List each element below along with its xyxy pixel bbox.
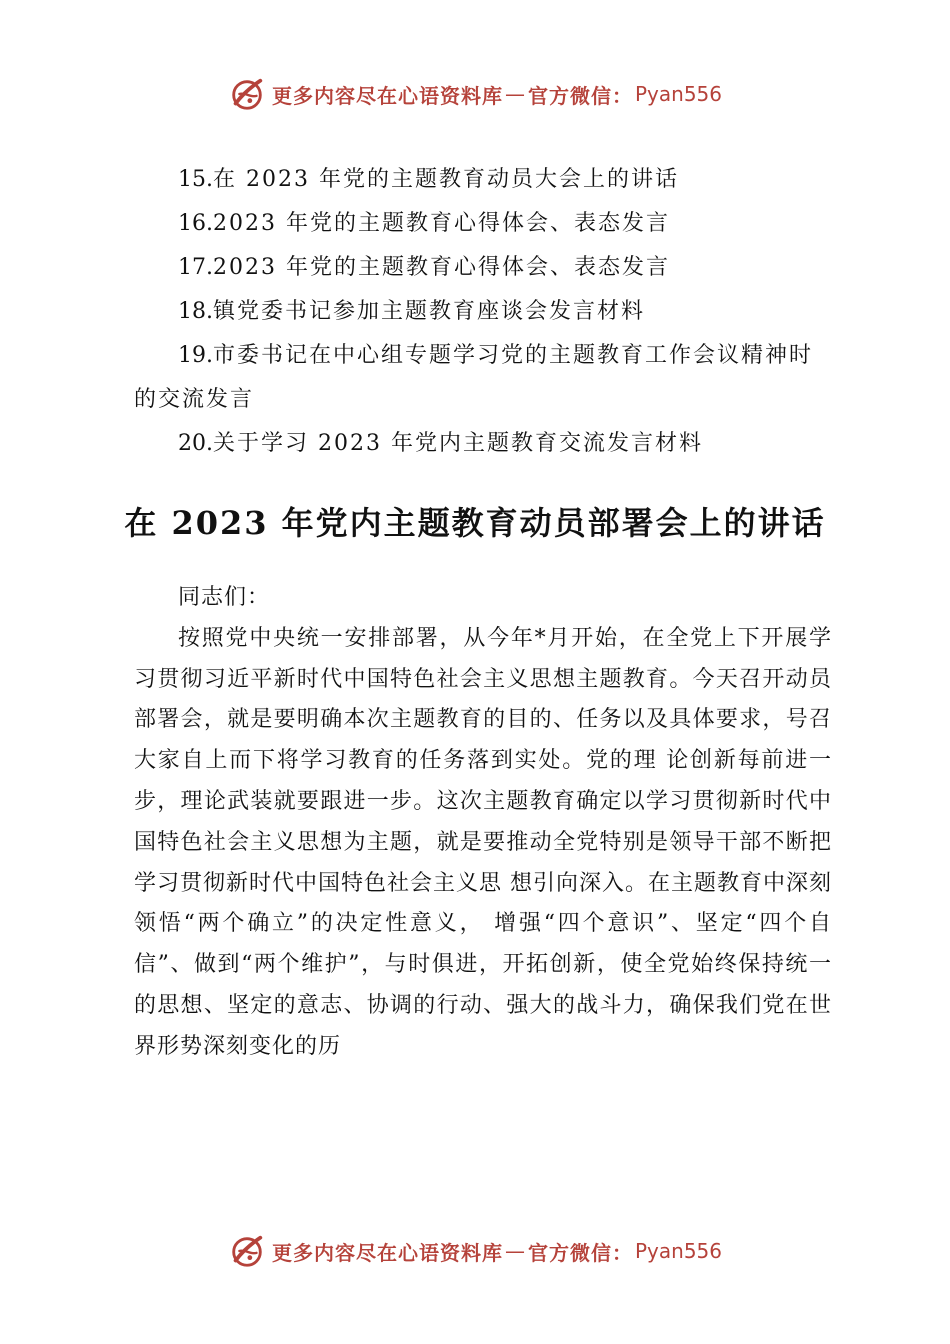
banner-label: 更多内容尽在心语资料库 — [271, 83, 503, 108]
toc-item-text: 镇党委书记参加主题教育座谈会发言材料 — [213, 299, 646, 324]
toc-item — [0, 290, 950, 334]
toc-item — [0, 202, 950, 246]
toc-item-number: 20. — [178, 431, 213, 456]
banner-wechat-label: 官方微信： — [527, 83, 633, 108]
toc-item-text: 市委书记在中心组专题学习党的主题教育工作会议精神时的交流发言 — [134, 343, 814, 412]
toc-item — [0, 422, 950, 466]
toc-item-text: 2023 年党的主题教育心得体会、表态发言 — [213, 255, 670, 280]
toc-item — [0, 158, 950, 202]
brush-logo-icon — [228, 1232, 266, 1270]
banner-wechat-label: 官方微信： — [527, 1240, 633, 1265]
article-body — [134, 578, 832, 1068]
toc-item-number: 15. — [178, 167, 213, 192]
banner-label: 更多内容尽在心语资料库 — [271, 1240, 503, 1265]
toc-item-number: 18. — [178, 299, 213, 324]
banner-separator: — — [504, 82, 526, 106]
toc-item-number: 16. — [178, 211, 213, 236]
toc-item-text: 关于学习 2023 年党内主题教育交流发言材料 — [213, 431, 703, 456]
brush-logo-icon — [228, 75, 266, 113]
banner-separator: — — [504, 1239, 526, 1263]
watermark-banner-bottom — [0, 1228, 950, 1274]
toc-item-text: 2023 年党的主题教育心得体会、表态发言 — [213, 211, 670, 236]
watermark-banner-top — [0, 71, 950, 117]
salutation: 同志们： — [178, 585, 271, 610]
toc-item — [0, 246, 950, 290]
banner-account: Pyan556 — [634, 1239, 722, 1263]
toc-list — [0, 158, 950, 466]
toc-item-text: 在 2023 年党的主题教育动员大会上的讲话 — [213, 167, 679, 192]
toc-item — [0, 334, 950, 422]
article-title: 在 2023 年党内主题教育动员部署会上的讲话 — [124, 504, 826, 542]
body-paragraph: 按照党中央统一安排部署，从今年*月开始，在全党上下开展学习贯彻习近平新时代中国特色社会主义思想主题教育。今天召开动员部署会，就是要明确本次主题教育的目的、任务以及具体要求，号召大家自上而下将学习教育的任务落到实处。党的理 论创新每前进一步，理论武装就要跟进一步。这次主题教育确定以学习贯彻新时代中国特色社会主义思想为主题，就是要推动全党特别是领导干部不断把学习贯彻新时代中国特色社会主义思 想引向深入。在主题教育中深刻领悟“两个确立”的决定性意义， 增强“四个意识”、坚定“四个自信”、做到“两个维护”，与时俱进，开拓创新，使全党始终保持统一的思想、坚定的意志、协调的行动、强大的战斗力，确保我们党在世界形势深刻变化的历 — [134, 625, 832, 1059]
toc-item-number: 19. — [178, 343, 213, 368]
toc-item-number: 17. — [178, 255, 213, 280]
banner-account: Pyan556 — [634, 82, 722, 106]
